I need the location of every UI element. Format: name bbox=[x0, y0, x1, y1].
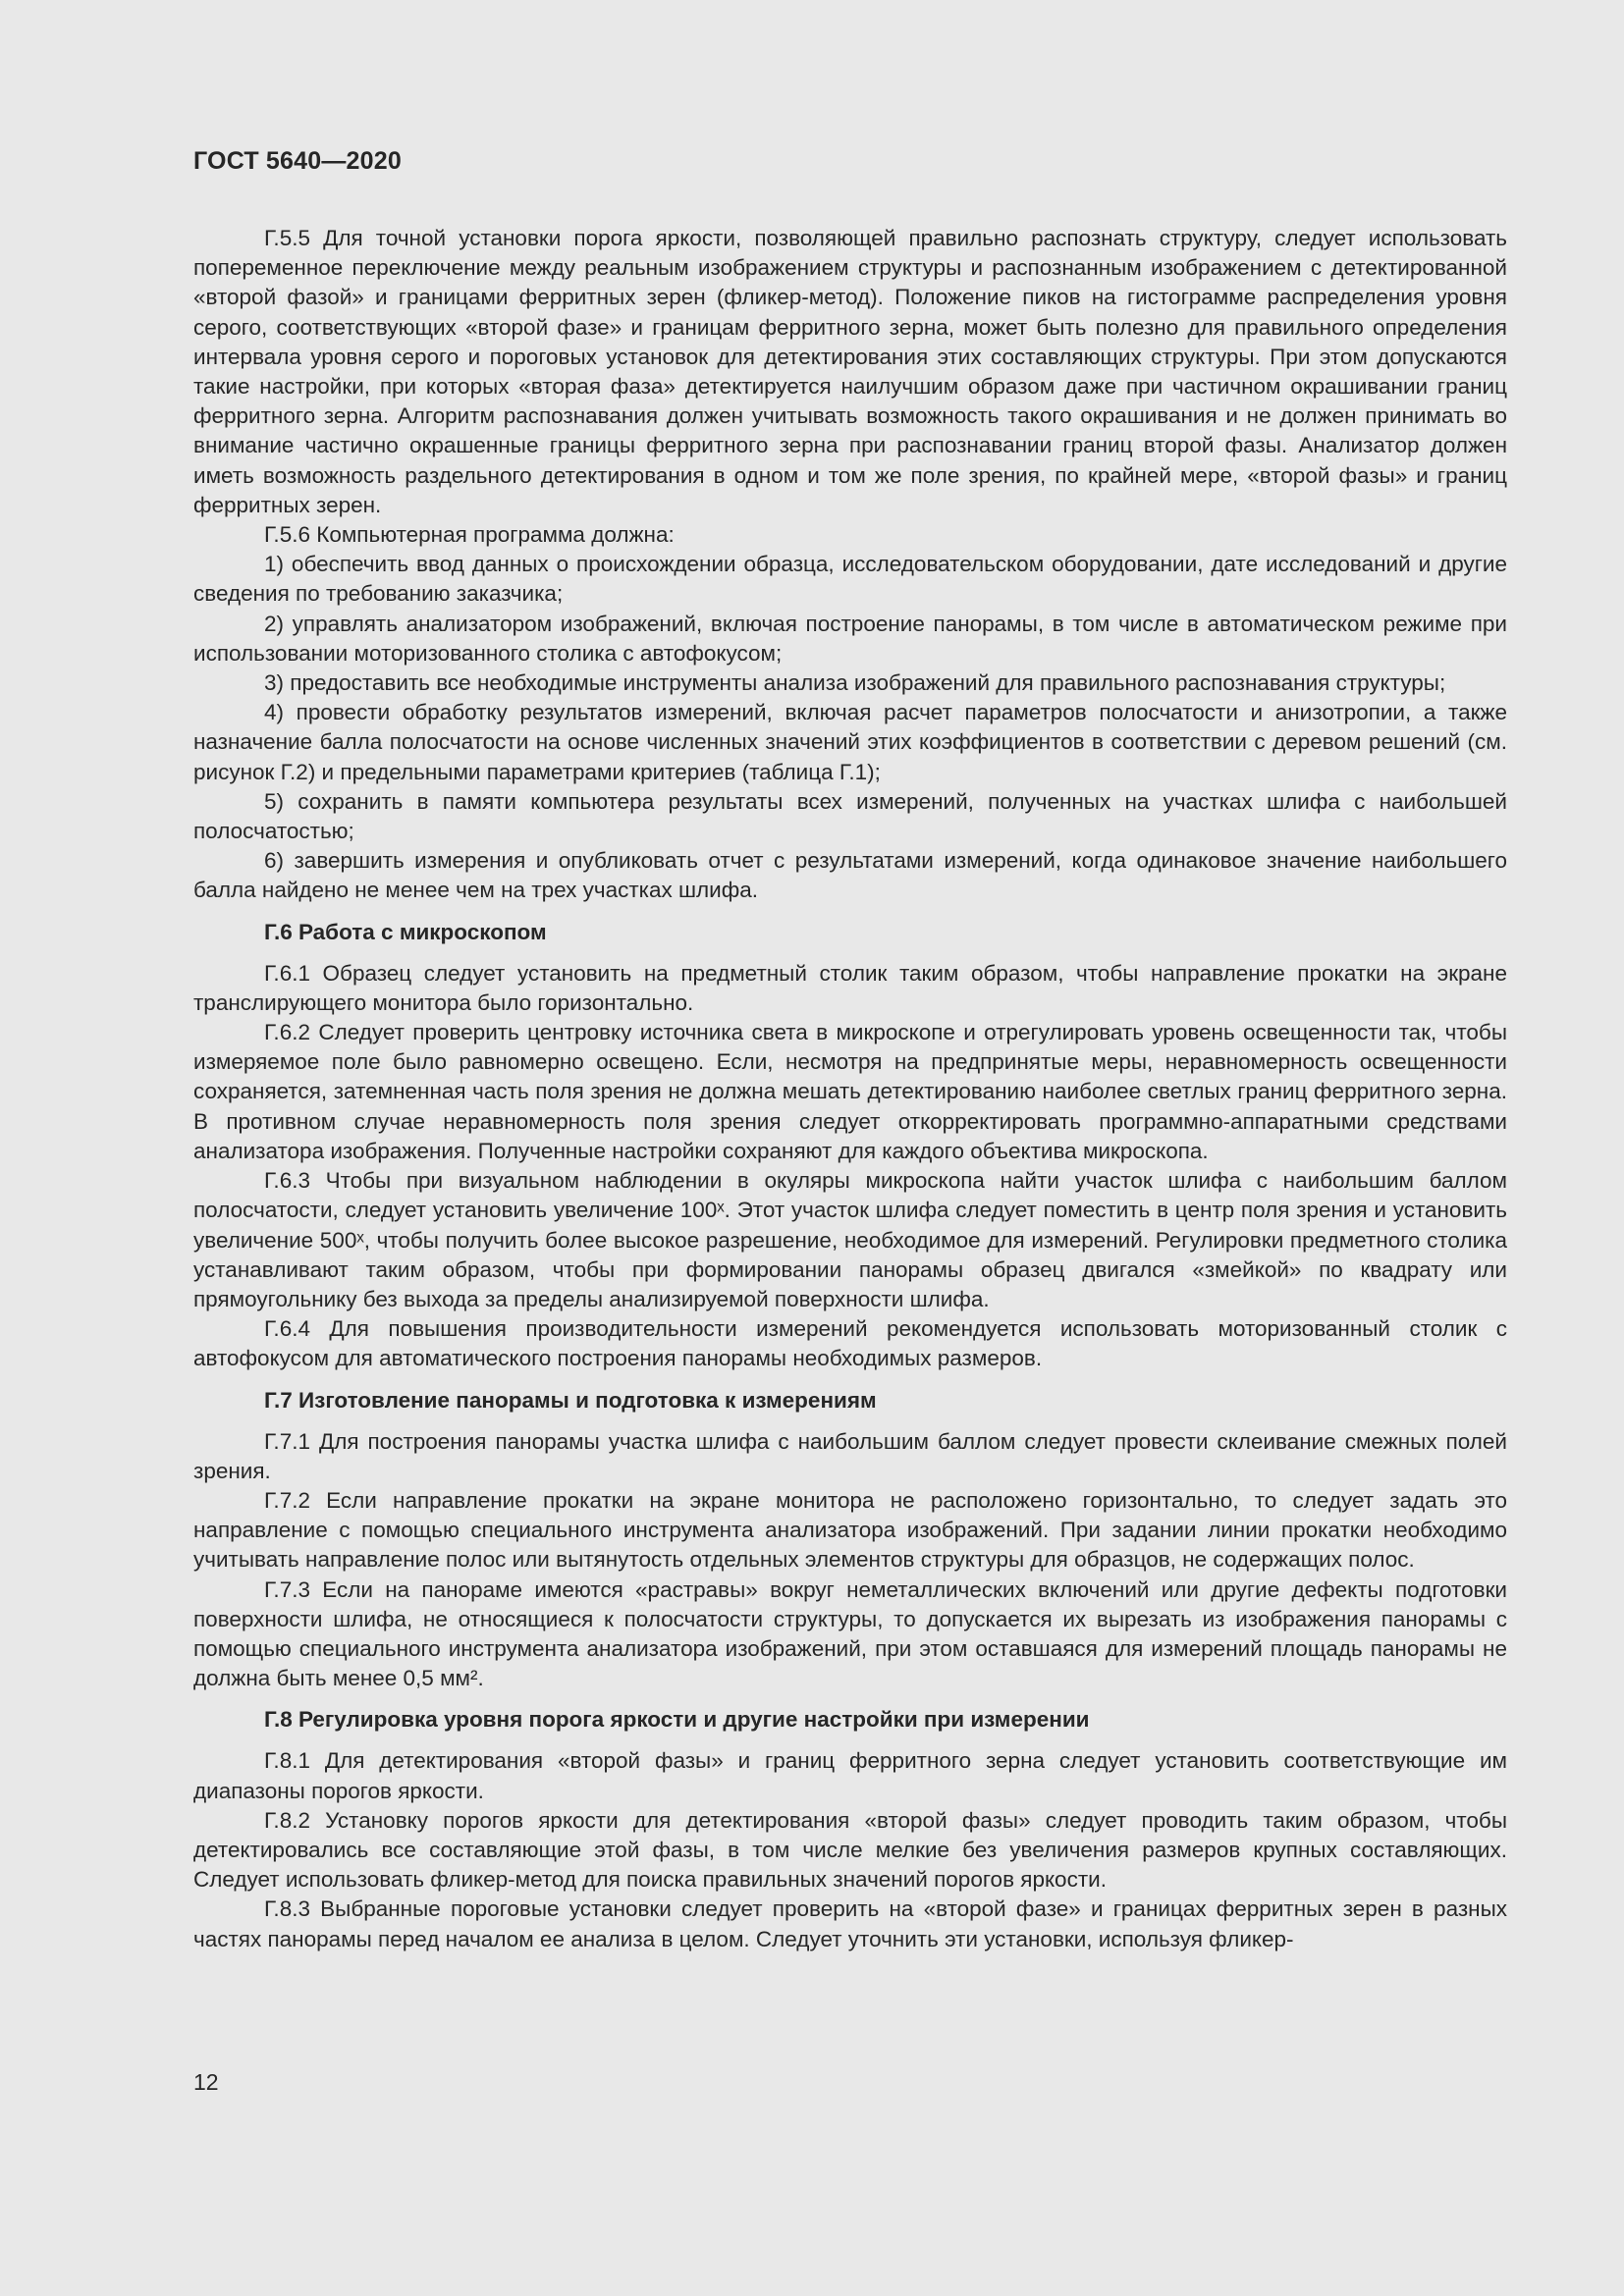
paragraph: Г.6.1 Образец следует установить на предметный столик таким образом, чтобы направление прокатки на экране транслирующего монитора было горизонтально. bbox=[193, 960, 1507, 1015]
list-item: 4) провести обработку результатов измерений, включая расчет параметров полосчатости и анизотропии, а также назначение балла полосчатости на основе численных значений этих коэффициентов в соответствии с деревом решений (см. рисунок Г.2) и предельными параметрами критериев (таблица Г.1); bbox=[193, 700, 1507, 784]
list-item: 1) обеспечить ввод данных о происхождении образца, исследовательском оборудовании, дате исследований и другие сведения по требованию заказчика; bbox=[193, 552, 1507, 607]
document-header: ГОСТ 5640—2020 bbox=[193, 147, 402, 175]
paragraph: Г.8.1 Для детектирования «второй фазы» и границ ферритного зерна следует установить соответствующие им диапазоны порогов яркости. bbox=[193, 1748, 1507, 1803]
section-heading-g8: Г.8 Регулировка уровня порога яркости и другие настройки при измерении bbox=[264, 1707, 1090, 1733]
paragraph: Г.8.2 Установку порогов яркости для детектирования «второй фазы» следует проводить таким образом, чтобы детектировались все составляющие этой фазы, в том числе мелкие без увеличения размеров крупных составляющих. Следует использовать фликер-метод для поиска правильных значений порогов яркости. bbox=[193, 1807, 1507, 1893]
list-item: 5) сохранить в памяти компьютера результаты всех измерений, полученных на участках шлифа с наибольшей полосчатостью; bbox=[193, 788, 1507, 844]
list-item: 3) предоставить все необходимые инструменты анализа изображений для правильного распознавания структуры; bbox=[264, 670, 1446, 696]
document-body bbox=[193, 224, 1507, 1954]
paragraph: Г.6.4 Для повышения производительности измерений рекомендуется использовать моторизованный столик с автофокусом для автоматического построения панорамы необходимых размеров. bbox=[193, 1316, 1507, 1371]
paragraph: Г.6.2 Следует проверить центровку источника света в микроскопе и отрегулировать уровень освещенности так, чтобы измеряемое поле было равномерно освещено. Если, несмотря на предпринятые меры, неравномерность освещенности сохраняется, затемненная часть поля зрения не должна мешать детектированию наиболее светлых границ ферритного зерна. В противном случае неравномерность поля зрения следует откорректировать программно-аппаратными средствами анализатора изображения. Полученные настройки сохраняют для каждого объектива микроскопа. bbox=[193, 1020, 1507, 1163]
paragraph: Г.6.3 Чтобы при визуальном наблюдении в окуляры микроскопа найти участок шлифа с наибольшим баллом полосчатости, следует установить увеличение 100ˣ. Этот участок шлифа следует поместить в центр поля зрения и установить увеличение 500ˣ, чтобы получить более высокое разрешение, необходимое для измерений. Регулировки предметного столика устанавливают таким образом, чтобы при формировании панорамы образец двигался «змейкой» по квадрату или прямоугольнику без выхода за пределы анализируемой поверхности шлифа. bbox=[193, 1168, 1507, 1311]
paragraph: Г.7.2 Если направление прокатки на экране монитора не расположено горизонтально, то следует задать это направление с помощью специального инструмента анализатора изображений. При задании линии прокатки необходимо учитывать направление полос или вытянутость отдельных элементов структуры для образцов, не содержащих полос. bbox=[193, 1487, 1507, 1573]
paragraph: Г.5.6 Компьютерная программа должна: bbox=[264, 522, 675, 548]
section-heading-g6: Г.6 Работа с микроскопом bbox=[264, 919, 547, 944]
section-heading-g7: Г.7 Изготовление панорамы и подготовка к измерениям bbox=[264, 1387, 877, 1413]
page-number: 12 bbox=[193, 2069, 219, 2095]
paragraph: Г.8.3 Выбранные пороговые установки следует проверить на «второй фазе» и границах ферритных зерен в разных частях панорамы перед началом ее анализа в целом. Следует уточнить эти установки, используя фликер- bbox=[193, 1896, 1507, 1951]
list-item: 2) управлять анализатором изображений, включая построение панорамы, в том числе в автоматическом режиме при использовании моторизованного столика с автофокусом; bbox=[193, 611, 1507, 666]
paragraph: Г.5.5 Для точной установки порога яркости, позволяющей правильно распознать структуру, следует использовать попеременное переключение между реальным изображением структуры и распознанным изображением с детектированной «второй фазой» и границами ферритных зерен (фликер-метод). Положение пиков на гистограмме распределения уровня серого, соответствующих «второй фазе» и границам ферритного зерна, может быть полезно для правильного определения интервала уровня серого и пороговых установок для детектирования этих составляющих структуры. При этом допускаются такие настройки, при которых «вторая фаза» детектируется наилучшим образом даже при частичном окрашивании границ ферритного зерна. Алгоритм распознавания должен учитывать возможность такого окрашивания и не должен принимать во внимание частично окрашенные границы ферритного зерна при распознавании границ второй фазы. Анализатор должен иметь возможность раздельного детектирования в одном и том же поле зрения, по крайней мере, «второй фазы» и границ ферритных зерен. bbox=[193, 226, 1507, 517]
list-item: 6) завершить измерения и опубликовать отчет с результатами измерений, когда одинаковое значение наибольшего балла найдено не менее чем на трех участках шлифа. bbox=[193, 848, 1507, 903]
paragraph: Г.7.1 Для построения панорамы участка шлифа с наибольшим баллом следует провести склеивание смежных полей зрения. bbox=[193, 1428, 1507, 1483]
paragraph: Г.7.3 Если на панораме имеются «растравы» вокруг неметаллических включений или другие дефекты подготовки поверхности шлифа, не относящиеся к полосчатости структуры, то допускается их вырезать из изображения панорамы с помощью специального инструмента анализатора изображений, при этом оставшаяся для измерений площадь панорамы не должна быть менее 0,5 мм². bbox=[193, 1576, 1507, 1691]
